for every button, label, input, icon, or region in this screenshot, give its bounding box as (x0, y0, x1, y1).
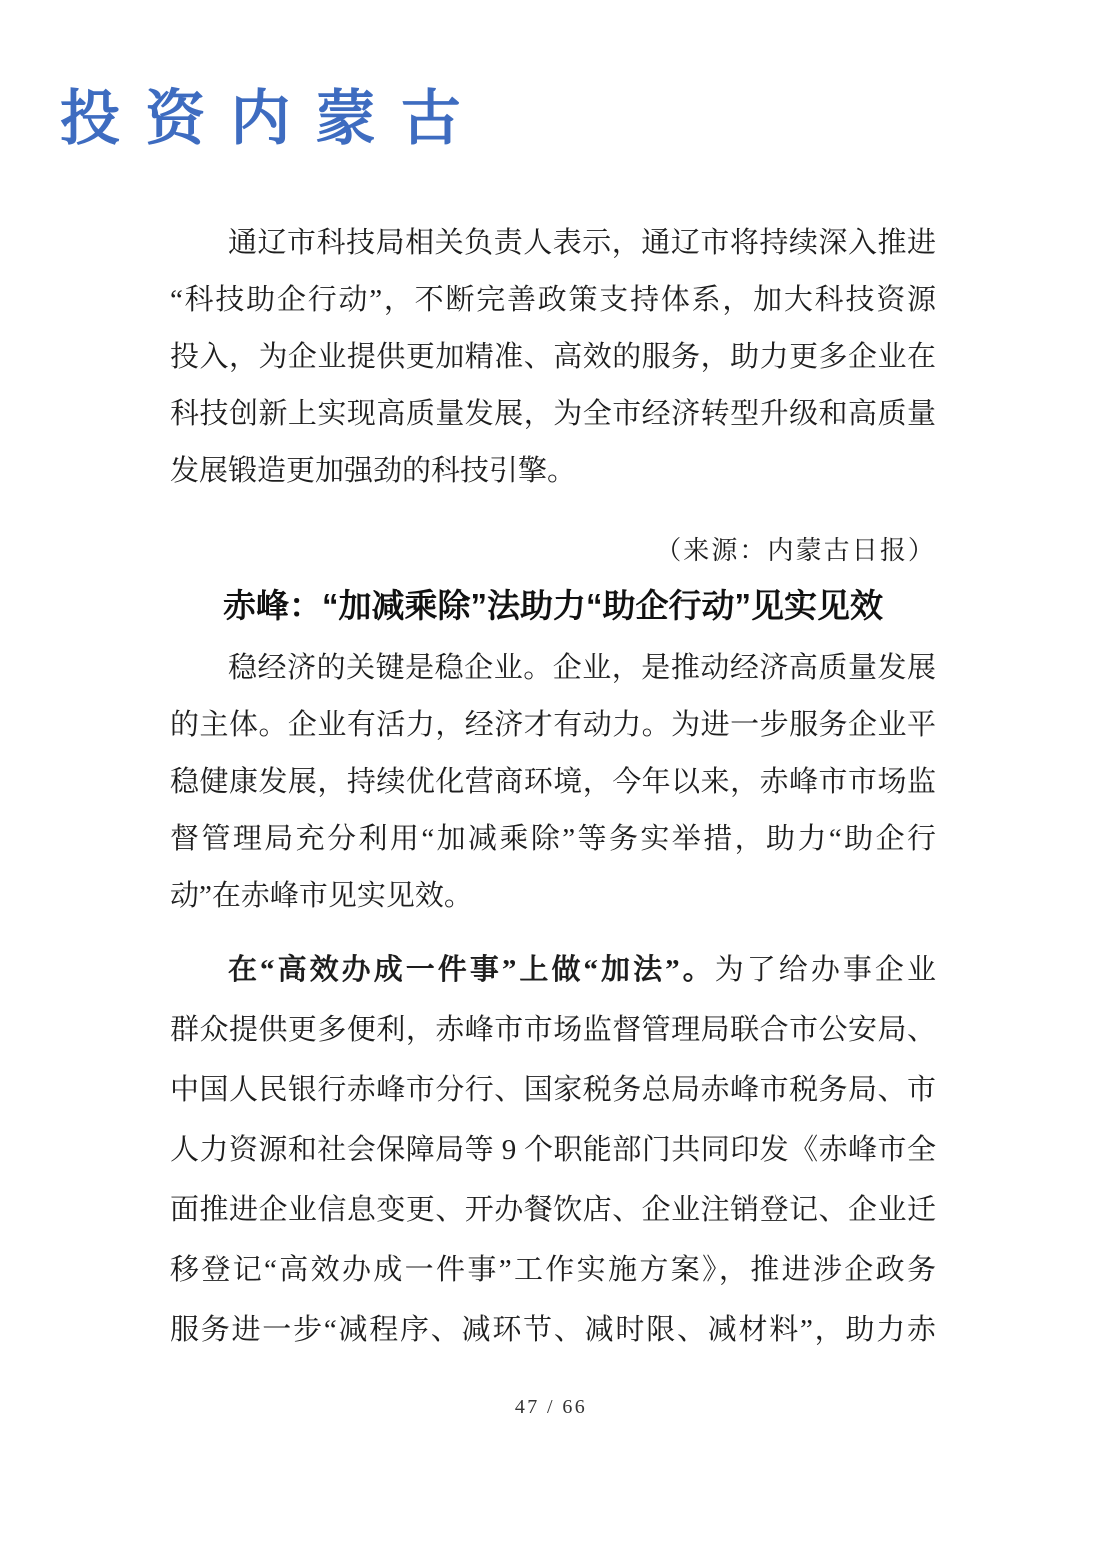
text-line: 移登记“高效办成一件事”工作实施方案》，推进涉企政务 (170, 1254, 936, 1286)
text-line: 发展锻造更加强劲的科技引擎。 (170, 455, 577, 487)
lead-rest-text: 为了给办事企业 (714, 954, 936, 986)
text-line: “科技助企行动”，不断完善政策支持体系，加大科技资源 (170, 284, 936, 316)
text-line: 稳健康发展，持续优化营商环境，今年以来，赤峰市市场监 (170, 766, 936, 798)
text-line: 稳经济的关键是稳企业。企业，是推动经济高质量发展 (228, 652, 936, 684)
paragraph-tongliao (170, 215, 936, 500)
text-line: 的主体。企业有活力，经济才有动力。为进一步服务企业平 (170, 709, 936, 741)
text-line: 投入，为企业提供更加精准、高效的服务，助力更多企业在 (170, 341, 936, 373)
page-number: 47 / 66 (514, 1396, 588, 1418)
section-heading: 赤峰：“加减乘除”法助力“助企行动”见实见效 (223, 587, 883, 624)
text-line: 面推进企业信息变更、开办餐饮店、企业注销登记、企业迁 (170, 1194, 936, 1226)
text-line: 人力资源和社会保障局等 9 个职能部门共同印发《赤峰市全 (170, 1134, 936, 1166)
article-content (170, 215, 936, 1360)
text-line: 督管理局充分利用“加减乘除”等务实举措，助力“助企行 (170, 823, 936, 855)
bold-lead-phrase: 在“高效办成一件事”上做“加法”。 (228, 954, 715, 986)
page-title: 投资内蒙古 (60, 86, 486, 152)
paragraph-addition-method (170, 940, 936, 1360)
text-line: 通辽市科技局相关负责人表示，通辽市将持续深入推进 (228, 227, 936, 259)
text-line (170, 940, 936, 1000)
text-line: 群众提供更多便利，赤峰市市场监督管理局联合市公安局、 (170, 1014, 936, 1046)
text-line: 科技创新上实现高质量发展，为全市经济转型升级和高质量 (170, 398, 936, 430)
text-line: 服务进一步“减程序、减环节、减时限、减材料”，助力赤 (170, 1314, 936, 1346)
paragraph-chifeng-intro (170, 640, 936, 925)
source-attribution: （来源：内蒙古日报） (655, 536, 936, 565)
text-line: 动”在赤峰市见实见效。 (170, 880, 473, 912)
text-line: 中国人民银行赤峰市分行、国家税务总局赤峰市税务局、市 (170, 1074, 936, 1106)
